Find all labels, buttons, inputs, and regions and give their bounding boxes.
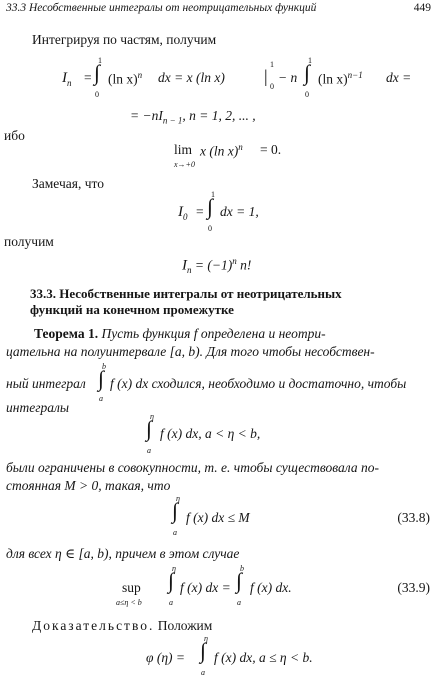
equation-recurrence: = $-nI_{n - 1}$, n = 1, 2, ... , <box>130 108 256 126</box>
theorem-line-2: цательна на полуинтервале [a, b). Для того чтобы несобствен- <box>6 344 375 359</box>
eq1-dx-eq: dx = x (ln x) <box>158 70 225 85</box>
eq6-upper: η <box>176 494 180 503</box>
eq7-upper-1: η <box>172 564 176 573</box>
eq1-upper-limit-1: 1 <box>98 56 102 65</box>
integral-sign: ∫ <box>200 638 207 663</box>
equation-33-9 <box>116 562 432 614</box>
theorem-text-3a: ный интеграл <box>6 376 86 391</box>
eq7-body-1: f (x) dx = <box>180 580 231 595</box>
word-ibo: ибо <box>4 128 25 143</box>
equation-number-33-9: (33.9) <box>397 580 430 595</box>
proof-label: Доказательство. <box>32 618 155 633</box>
equation-33-8 <box>172 494 432 540</box>
eq5-lower: a <box>147 446 151 455</box>
eq7-body-2: f (x) dx. <box>250 580 292 595</box>
section-title-line-2: функций на конечном промежутке <box>30 302 234 317</box>
eq8-lower: a <box>201 668 205 677</box>
integral-sign: ∫ <box>236 568 243 593</box>
eq8-lhs: φ (η) = <box>146 650 186 665</box>
eq1-bar-upper: 1 <box>270 60 274 69</box>
eq1-upper-limit-2: 1 <box>308 56 312 65</box>
equation-number-33-8: (33.8) <box>397 510 430 525</box>
paragraph-bounded-2: стоянная M > 0, такая, что <box>6 478 171 493</box>
eq3-body: dx = 1, <box>220 204 259 219</box>
running-header <box>6 2 431 18</box>
eq5-body: f (x) dx, a < η < b, <box>160 426 261 441</box>
equation-In: $I_n = (-1)^n$ n! <box>182 256 252 276</box>
integral-sign: ∫ <box>172 498 179 523</box>
integral-sign: ∫ <box>94 60 101 85</box>
eq7-upper-2: b <box>240 564 244 573</box>
theorem-line-3 <box>6 362 431 406</box>
paragraph-for-all: для всех η ∈ [a, b), причем в этом случае <box>6 546 240 561</box>
theorem-text-1: Пусть функция f определена и неотри- <box>101 326 326 341</box>
theorem-text-3b: f (x) dx сходился, необходимо и достаточно, чтобы <box>110 376 407 391</box>
eq1-lower-limit-2: 0 <box>305 90 309 99</box>
eq6-lower: a <box>173 528 177 537</box>
page-number: 449 <box>413 2 431 14</box>
eq3-lower: 0 <box>208 224 212 233</box>
theorem-int-upper: b <box>102 362 106 371</box>
integral-sign: ∫ <box>146 416 153 441</box>
sup-subscript: a≤η < b <box>116 598 142 607</box>
integral-sign: ∫ <box>207 194 214 219</box>
theorem-int-lower: a <box>99 394 103 403</box>
proof-line <box>32 618 212 634</box>
eq7-lower-1: a <box>169 598 173 607</box>
header-title: 33.3 Несобственные интегралы от неотрицательных функций <box>6 2 317 14</box>
paragraph-integrating: Интегрируя по частям, получим <box>32 32 217 47</box>
theorem-line-1 <box>34 326 326 342</box>
eq1-part2: (ln x) <box>318 71 348 87</box>
paragraph-bounded-1: были ограничены в совокупности, т. е. чтобы существовала по- <box>6 460 379 475</box>
integral-sign: ∫ <box>168 568 175 593</box>
eq2-rhs: = 0. <box>260 142 282 157</box>
integral-sign: ∫ <box>98 366 105 391</box>
eq5-upper: η <box>150 412 154 421</box>
paragraph-noting: Замечая, что <box>32 176 104 191</box>
proof-text: Положим <box>157 618 213 633</box>
eq1-bar-lower: 0 <box>270 82 274 91</box>
theorem-line-4: интегралы <box>6 400 69 415</box>
book-page: 33.3 Несобственные интегралы от неотрицательных функций 449 Интегрируя по частям, получим $I_n$ = 1 ∫ 0 (ln x)$^n$ dx = x (ln x) | 1 0 − n 1 ∫ 0 (ln x)$^{n-1}$ dx = = $-nI_{n - 1}$, n = 1, 2, ... , ибо lim x→+0 x (ln x)$^n$ = 0. Замечая, что $I_0$ = 1 ∫ 0 dx = 1, получим $I_n = (-1)^n$ n! 33.3. Несобственные интегралы от неотрицательных функций на конечном промежутке Теорема 1. Пусть функция f определена и неотри- цательна на полуинтервале [a, b). Для того чтобы несобствен- ный интеграл b ∫ a f (x) dx сходился, необходимо и достаточно, чтобы интегралы η ∫ a f (x) dx, a < η < b, были ограничены в совокупности, т. е. чтобы существовала по- стоянная M > 0, такая, что η ∫ a f (x) dx ≤ M (33.8) для всех η ∈ [a, b), причем в этом случае sup a≤η < b η ∫ a f (x) dx = b ∫ a f (x) dx. (33.9) Доказательство. Положим φ (η) = η ∫ a f (x) dx, a ≤ η < b. <box>4 2 431 677</box>
lim-operator: lim <box>174 142 193 157</box>
integral-sign: ∫ <box>304 60 311 85</box>
lim-subscript: x→+0 <box>174 160 195 169</box>
eq6-body: f (x) dx ≤ M <box>186 510 250 525</box>
eq1-bar: | <box>264 66 268 86</box>
eq1-part1: (ln x) <box>108 71 138 87</box>
word-we-get: получим <box>4 234 54 249</box>
theorem-label: Теорема 1. <box>34 326 99 341</box>
sup-operator: sup <box>122 580 141 595</box>
eq3-upper: 1 <box>211 190 215 199</box>
section-title-line-1: 33.3. Несобственные интегралы от неотрицательных <box>30 286 342 301</box>
eq8-body: f (x) dx, a ≤ η < b. <box>214 650 313 665</box>
eq1-lhs: $I_n$ <box>62 70 72 88</box>
eq8-upper: η <box>204 634 208 643</box>
eq1-lower-limit-1: 0 <box>95 90 99 99</box>
eq7-lower-2: a <box>237 598 241 607</box>
eq1-dx-eq2: dx = <box>386 70 412 85</box>
eq1-minus-n: − n <box>278 70 298 85</box>
